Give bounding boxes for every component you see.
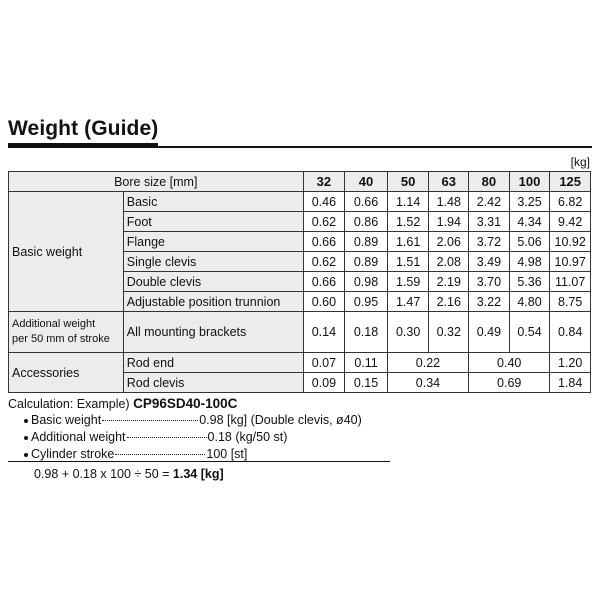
cell: 1.84: [550, 373, 591, 393]
accessories-group: Accessories: [9, 353, 124, 393]
cell: 0.66: [303, 232, 345, 252]
cell: 0.18: [345, 312, 388, 353]
cell: 1.59: [387, 272, 429, 292]
unit-label: [kg]: [570, 155, 590, 169]
row-label: Flange: [123, 232, 303, 252]
cell: 3.25: [509, 192, 550, 212]
basic-weight-group: Basic weight: [9, 192, 124, 312]
cell: 0.89: [345, 232, 388, 252]
row-label: Single clevis: [123, 252, 303, 272]
calc-item: [24, 413, 362, 427]
leader-dots: [102, 420, 198, 421]
row-label: Foot: [123, 212, 303, 232]
cell: 0.15: [345, 373, 388, 393]
bore-size-header: Bore size [mm]: [9, 172, 304, 192]
cell: 1.14: [387, 192, 429, 212]
cell: 10.92: [550, 232, 591, 252]
cell: 0.66: [303, 272, 345, 292]
leader-dots: [115, 454, 205, 455]
weight-table: [8, 171, 591, 393]
bullet-icon: [24, 436, 28, 440]
bore-header: 125: [550, 172, 591, 192]
cell: 1.61: [387, 232, 429, 252]
row-label: Rod clevis: [123, 373, 303, 393]
table-row: [9, 312, 591, 353]
cell: 0.07: [303, 353, 345, 373]
cell: 3.22: [469, 292, 510, 312]
additional-weight-label-line1: Additional weight: [12, 318, 96, 330]
cell: 0.32: [429, 312, 469, 353]
calculation-model: CP96SD40-100C: [133, 396, 238, 411]
cell: 0.62: [303, 212, 345, 232]
bore-header: 80: [469, 172, 510, 192]
cell: 0.40: [469, 353, 550, 373]
formula-result: 1.34 [kg]: [172, 467, 224, 481]
leader-dots: [127, 437, 207, 438]
row-label: Double clevis: [123, 272, 303, 292]
cell: 2.42: [469, 192, 510, 212]
cell: 2.08: [429, 252, 469, 272]
additional-weight-label-line2: per 50 mm of stroke: [12, 333, 110, 345]
bore-header: 40: [345, 172, 388, 192]
cell: 3.31: [469, 212, 510, 232]
bullet-icon: [24, 453, 28, 457]
cell: 5.06: [509, 232, 550, 252]
cell: 4.80: [509, 292, 550, 312]
cell: 1.47: [387, 292, 429, 312]
cell: 0.95: [345, 292, 388, 312]
calc-item-value: 0.98 [kg] (Double clevis, ø40): [199, 413, 362, 427]
calc-item-label: Additional weight: [31, 430, 126, 444]
cell: 9.42: [550, 212, 591, 232]
formula-expression: 0.98 + 0.18 x 100 ÷ 50 =: [34, 467, 170, 481]
row-label: Adjustable position trunnion: [123, 292, 303, 312]
cell: 0.22: [387, 353, 468, 373]
cell: 0.84: [550, 312, 591, 353]
bullet-icon: [24, 419, 28, 423]
cell: 0.49: [469, 312, 510, 353]
cell: 3.70: [469, 272, 510, 292]
cell: 2.06: [429, 232, 469, 252]
cell: 4.98: [509, 252, 550, 272]
calculation-heading: [8, 396, 237, 411]
calc-item-label: Cylinder stroke: [31, 447, 115, 461]
cell: 0.09: [303, 373, 345, 393]
cell: 0.14: [303, 312, 345, 353]
calc-item: [24, 430, 287, 444]
cell: 3.49: [469, 252, 510, 272]
section-title: Weight (Guide): [8, 117, 159, 140]
cell: 0.66: [345, 192, 388, 212]
additional-weight-group: [9, 312, 124, 353]
cell: 1.48: [429, 192, 469, 212]
cell: 1.94: [429, 212, 469, 232]
row-label: All mounting brackets: [123, 312, 303, 353]
bore-header: 50: [387, 172, 429, 192]
bore-header: 100: [509, 172, 550, 192]
cell: 11.07: [550, 272, 591, 292]
cell: 10.97: [550, 252, 591, 272]
cell: 2.16: [429, 292, 469, 312]
cell: 2.19: [429, 272, 469, 292]
cell: 6.82: [550, 192, 591, 212]
cell: 0.89: [345, 252, 388, 272]
cell: 0.62: [303, 252, 345, 272]
header-row: [9, 172, 591, 192]
cell: 1.20: [550, 353, 591, 373]
row-label: Rod end: [123, 353, 303, 373]
calculation-prefix: Calculation: Example): [8, 397, 130, 411]
cell: 8.75: [550, 292, 591, 312]
title-rule: [8, 146, 592, 148]
cell: 0.34: [387, 373, 468, 393]
cell: 4.34: [509, 212, 550, 232]
calculation-rule: [8, 461, 390, 462]
cell: 1.51: [387, 252, 429, 272]
calc-item-label: Basic weight: [31, 413, 102, 427]
cell: 1.52: [387, 212, 429, 232]
cell: 0.30: [387, 312, 429, 353]
cell: 0.54: [509, 312, 550, 353]
cell: 0.60: [303, 292, 345, 312]
cell: 0.46: [303, 192, 345, 212]
calc-item-value: 0.18 (kg/50 st): [207, 430, 288, 444]
calc-item: [24, 447, 247, 461]
cell: 0.11: [345, 353, 388, 373]
table-row: [9, 192, 591, 212]
calculation-formula: [34, 467, 224, 481]
calc-item-value: 100 [st]: [206, 447, 248, 461]
cell: 0.86: [345, 212, 388, 232]
bore-header: 32: [303, 172, 345, 192]
table-row: [9, 353, 591, 373]
cell: 0.69: [469, 373, 550, 393]
cell: 3.72: [469, 232, 510, 252]
cell: 5.36: [509, 272, 550, 292]
row-label: Basic: [123, 192, 303, 212]
bore-header: 63: [429, 172, 469, 192]
cell: 0.98: [345, 272, 388, 292]
